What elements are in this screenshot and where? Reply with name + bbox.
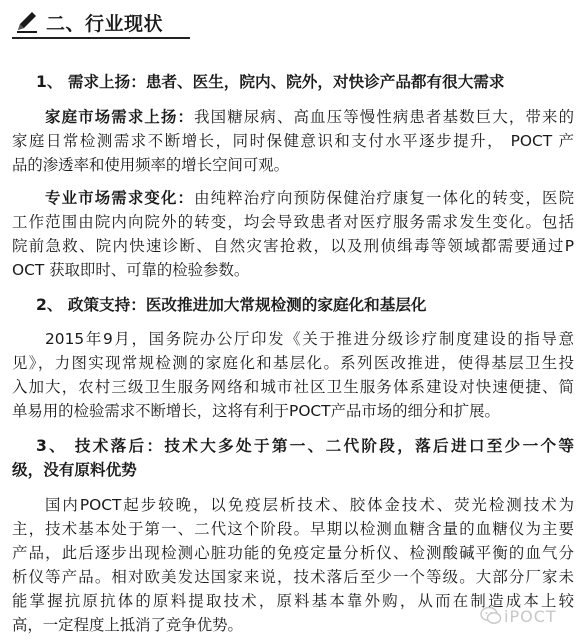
paragraph-line: 工作范围由院内向院外的转变，均会导致患者对医疗服务需求发生变化。包括 bbox=[12, 213, 574, 231]
paragraph-line bbox=[45, 106, 574, 128]
paragraph-line: 高，一定程度上抵消了竞争优势。 bbox=[12, 616, 243, 634]
paragraph-line: OCT 获取即时、可靠的检验参数。 bbox=[12, 261, 250, 279]
paragraph-line: 院前急救、院内快速诊断、自然灾害抢救，以及刑侦缉毒等领域都需要通过P bbox=[12, 237, 574, 255]
paragraph-lead: 家庭市场需求上扬： bbox=[45, 108, 195, 126]
paragraph-line: 家庭日常检测需求不断增长，同时保健意识和支付水平逐步提升， POCT 产 bbox=[12, 132, 574, 150]
paragraph-text: 由纯粹治疗向预防保健治疗康复一体化的转变，医院 bbox=[194, 189, 574, 207]
paragraph-line: 入加大，农村三级卫生服务网络和城市社区卫生服务体系建设对快速便捷、简 bbox=[12, 378, 574, 396]
title-underline bbox=[12, 37, 190, 39]
paragraph-line: 2015年9月，国务院办公厅印发《关于推进分级诊疗制度建设的指导意 bbox=[45, 330, 574, 348]
paragraph-line: 品的渗透率和使用频率的增长空间可观。 bbox=[12, 156, 290, 174]
paragraph-line: 单易用的检验需求不断增长，这将有利于POCT产品市场的细分和扩展。 bbox=[12, 402, 500, 420]
wechat-icon bbox=[480, 606, 502, 626]
heading-2: 2、 政策支持：医改推进加大常规检测的家庭化和基层化 bbox=[36, 296, 427, 314]
paragraph-line: 主，技术基本处于第一、二代这个阶段。早期以检测血糖含量的血糖仪为主要 bbox=[12, 520, 574, 538]
paragraph-line: 能掌握抗原抗体的原料提取技术，原料基本靠外购，从而在制造成本上较 bbox=[12, 592, 574, 610]
heading-1: 1、 需求上扬：患者、医生，院内、院外，对快诊产品都有很大需求 bbox=[36, 73, 505, 91]
paragraph-line: 产品，此后逐步出现检测心脏功能的免疫定量分析仪、检测酸碱平衡的血气分 bbox=[12, 544, 574, 562]
paragraph-line: 国内POCT起步较晚，以免疫层析技术、胶体金技术、荧光检测技术为 bbox=[45, 496, 574, 514]
watermark-text: iPOCT bbox=[504, 607, 557, 626]
section-title: 二、行业现状 bbox=[46, 13, 164, 35]
heading-3-cont: 级，没有原料优势 bbox=[12, 461, 137, 479]
section-header bbox=[12, 8, 182, 36]
paragraph-line bbox=[45, 187, 574, 209]
paragraph-line: 见》，力图实现常规检测的家庭化和基层化。系列医改推进，使得基层卫生投 bbox=[12, 354, 574, 372]
watermark bbox=[480, 604, 570, 630]
heading-3: 3、 技术落后：技术大多处于第一、二代阶段，落后进口至少一个等 bbox=[36, 437, 574, 455]
paragraph-text: 我国糖尿病、高血压等慢性病患者基数巨大，带来的 bbox=[194, 108, 574, 126]
paragraph-lead: 专业市场需求变化： bbox=[45, 189, 195, 207]
paragraph-line: 析仪等产品。相对欧美发达国家来说，技术落后至少一个等级。大部分厂家未 bbox=[12, 568, 574, 586]
pencil-icon bbox=[14, 10, 40, 34]
